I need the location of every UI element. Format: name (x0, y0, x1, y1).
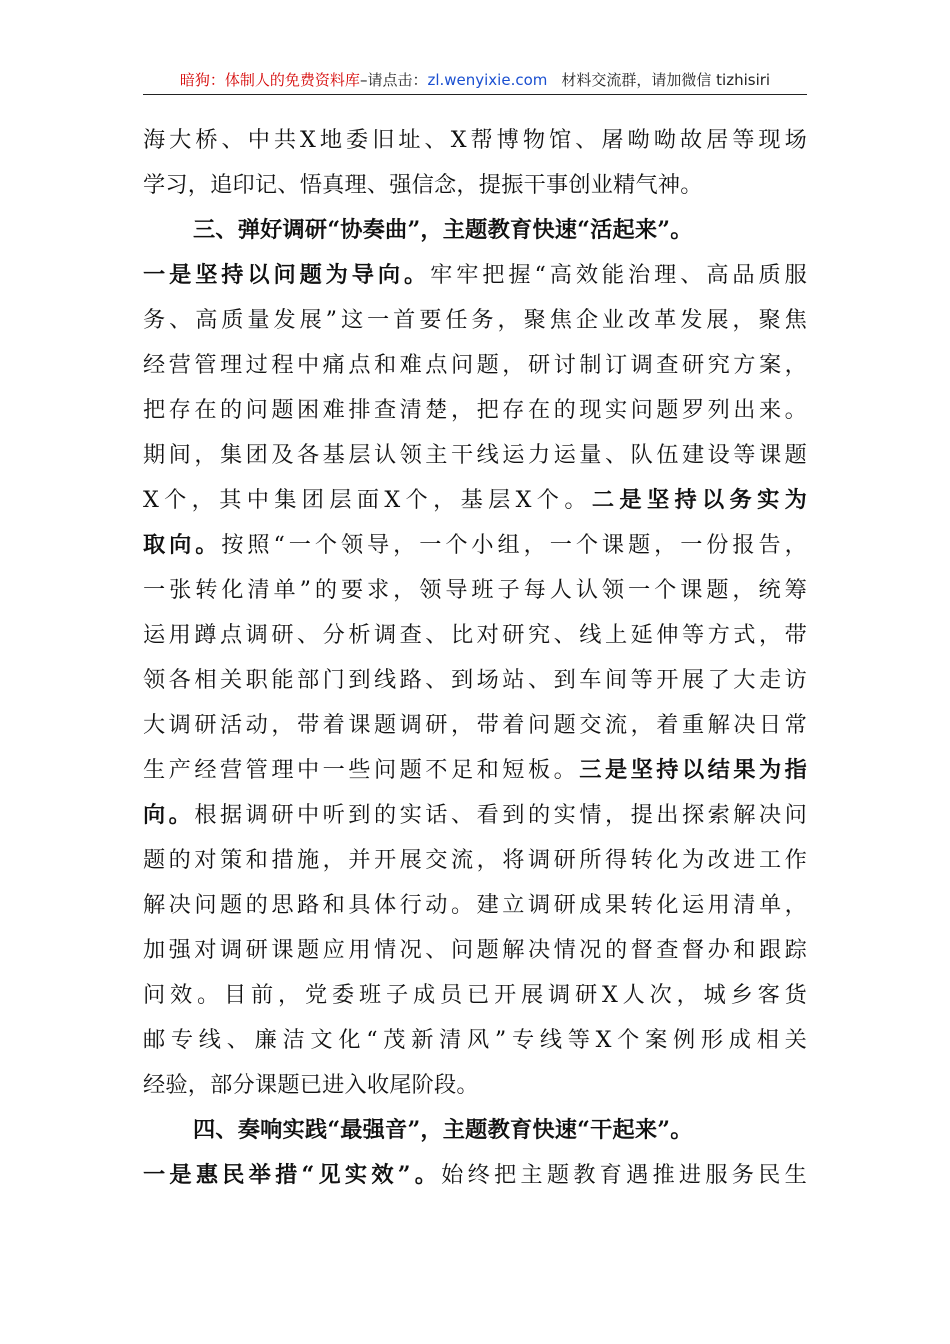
text-line: 邮专线、廉洁文化“茂新清风”专线等X个案例形成相关 (143, 1027, 807, 1053)
text-line: 一是坚持以问题为导向。牢牢把握“高效能治理、高品质服 (143, 262, 807, 288)
text-line: 学习，追印记、悟真理、强信念，提振干事创业精气神。 (143, 172, 703, 198)
text-line: 取向。按照“一个领导，一个小组，一个课题，一份报告， (143, 532, 807, 558)
header-library-label: 暗狗：体制人的免费资料库 (179, 71, 360, 89)
document-body (143, 118, 807, 1198)
text-line: 期间，集团及各基层认领主干线运力运量、队伍建设等课题 (143, 442, 807, 468)
text-line: 问效。目前，党委班子成员已开展调研X人次，城乡客货 (143, 982, 807, 1008)
text-line: 解决问题的思路和具体行动。建立调研成果转化运用清单， (143, 892, 807, 918)
text-line: 经验，部分课题已进入收尾阶段。 (143, 1072, 479, 1098)
header-divider (143, 94, 807, 95)
text-line: 把存在的问题困难排查清楚，把存在的现实问题罗列出来。 (143, 397, 807, 423)
text-line: 运用蹲点调研、分析调查、比对研究、线上延伸等方式，带 (143, 622, 807, 648)
text-line: X个，其中集团层面X个，基层X个。二是坚持以务实为 (143, 487, 807, 513)
text-line: 大调研活动，带着课题调研，带着问题交流，着重解决日常 (143, 712, 807, 738)
text-line: 一是惠民举措“见实效”。始终把主题教育遇推进服务民生 (143, 1162, 807, 1188)
section-heading-4: 四、奏响实践“最强音”，主题教育快速“干起来”。 (193, 1117, 693, 1143)
text-line: 务、高质量发展”这一首要任务，聚焦企业改革发展，聚焦 (143, 307, 807, 333)
text-line: 一张转化清单”的要求，领导班子每人认领一个课题，统筹 (143, 577, 807, 603)
section-heading-3: 三、弹好调研“协奏曲”，主题教育快速“活起来”。 (193, 217, 693, 243)
text-line: 生产经营管理中一些问题不足和短板。三是坚持以结果为指 (143, 757, 807, 783)
text-line: 领各相关职能部门到线路、到场站、到车间等开展了大走访 (143, 667, 807, 693)
text-line: 加强对调研课题应用情况、问题解决情况的督查督办和跟踪 (143, 937, 807, 963)
text-line: 题的对策和措施，并开展交流，将调研所得转化为改进工作 (143, 847, 807, 873)
text-line: 向。根据调研中听到的实话、看到的实情，提出探索解决问 (143, 802, 807, 828)
text-line: 经营管理过程中痛点和难点问题，研讨制订调查研究方案， (143, 352, 807, 378)
header-wechat-note: 材料交流群，请加微信 tizhisiri (561, 71, 771, 89)
text-line: 海大桥、中共X地委旧址、X帮博物馆、屠呦呦故居等现场 (143, 127, 807, 153)
header-url-link[interactable]: zl.wenyixie.com (427, 71, 548, 89)
page-header (0, 70, 950, 90)
header-click-prompt: –请点击： (359, 71, 428, 89)
